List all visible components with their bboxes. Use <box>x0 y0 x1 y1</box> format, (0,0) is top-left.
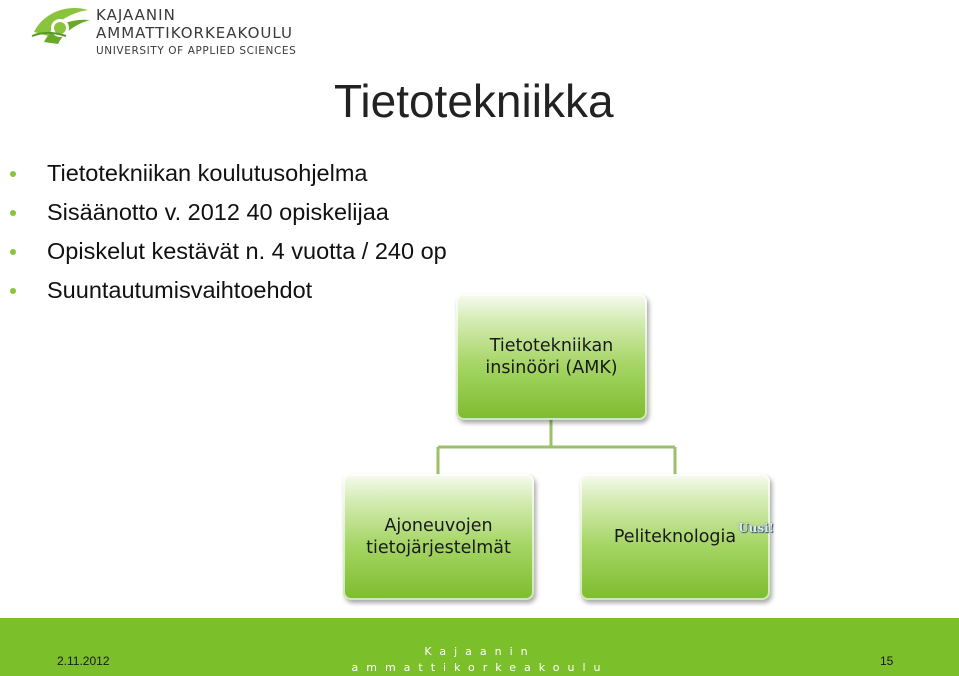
footer-bar <box>0 618 959 676</box>
org-root-line-1: Tietotekniikan <box>489 336 614 356</box>
logo-line-1: KAJAANIN <box>96 6 176 24</box>
logo-line-3: UNIVERSITY OF APPLIED SCIENCES <box>96 45 297 57</box>
org-child-2-label: Peliteknologia <box>613 527 737 547</box>
org-box-root <box>456 294 647 420</box>
footer-brand-line-2: ammattikorkeakoulu <box>351 661 609 674</box>
bullet-text: Sisäänotto v. 2012 40 opiskelijaa <box>47 199 389 225</box>
footer-date: 2.11.2012 <box>57 654 110 668</box>
footer-brand-line-1: Kajaanin <box>424 645 536 658</box>
org-child-1-line-2: tietojärjestelmät <box>366 538 511 558</box>
slide-title: Tietotekniikka <box>334 75 614 127</box>
logo-line-2: AMMATTIKORKEAKOULU <box>96 24 293 42</box>
footer-brand <box>330 644 630 676</box>
org-child-1-line-1: Ajoneuvojen <box>384 516 493 536</box>
bullet-text: Tietotekniikan koulutusohjelma <box>47 160 368 186</box>
bullet-text: Opiskelut kestävät n. 4 vuotta / 240 op <box>47 238 447 264</box>
bullet-text: Suuntautumisvaihtoehdot <box>47 277 313 303</box>
page-number: 15 <box>880 654 894 668</box>
org-box-ajoneuvojen <box>343 474 534 600</box>
org-root-line-2: insinööri (AMK) <box>485 358 618 378</box>
new-badge: Uusi! <box>738 521 774 535</box>
org-box-peliteknologia <box>580 474 774 600</box>
